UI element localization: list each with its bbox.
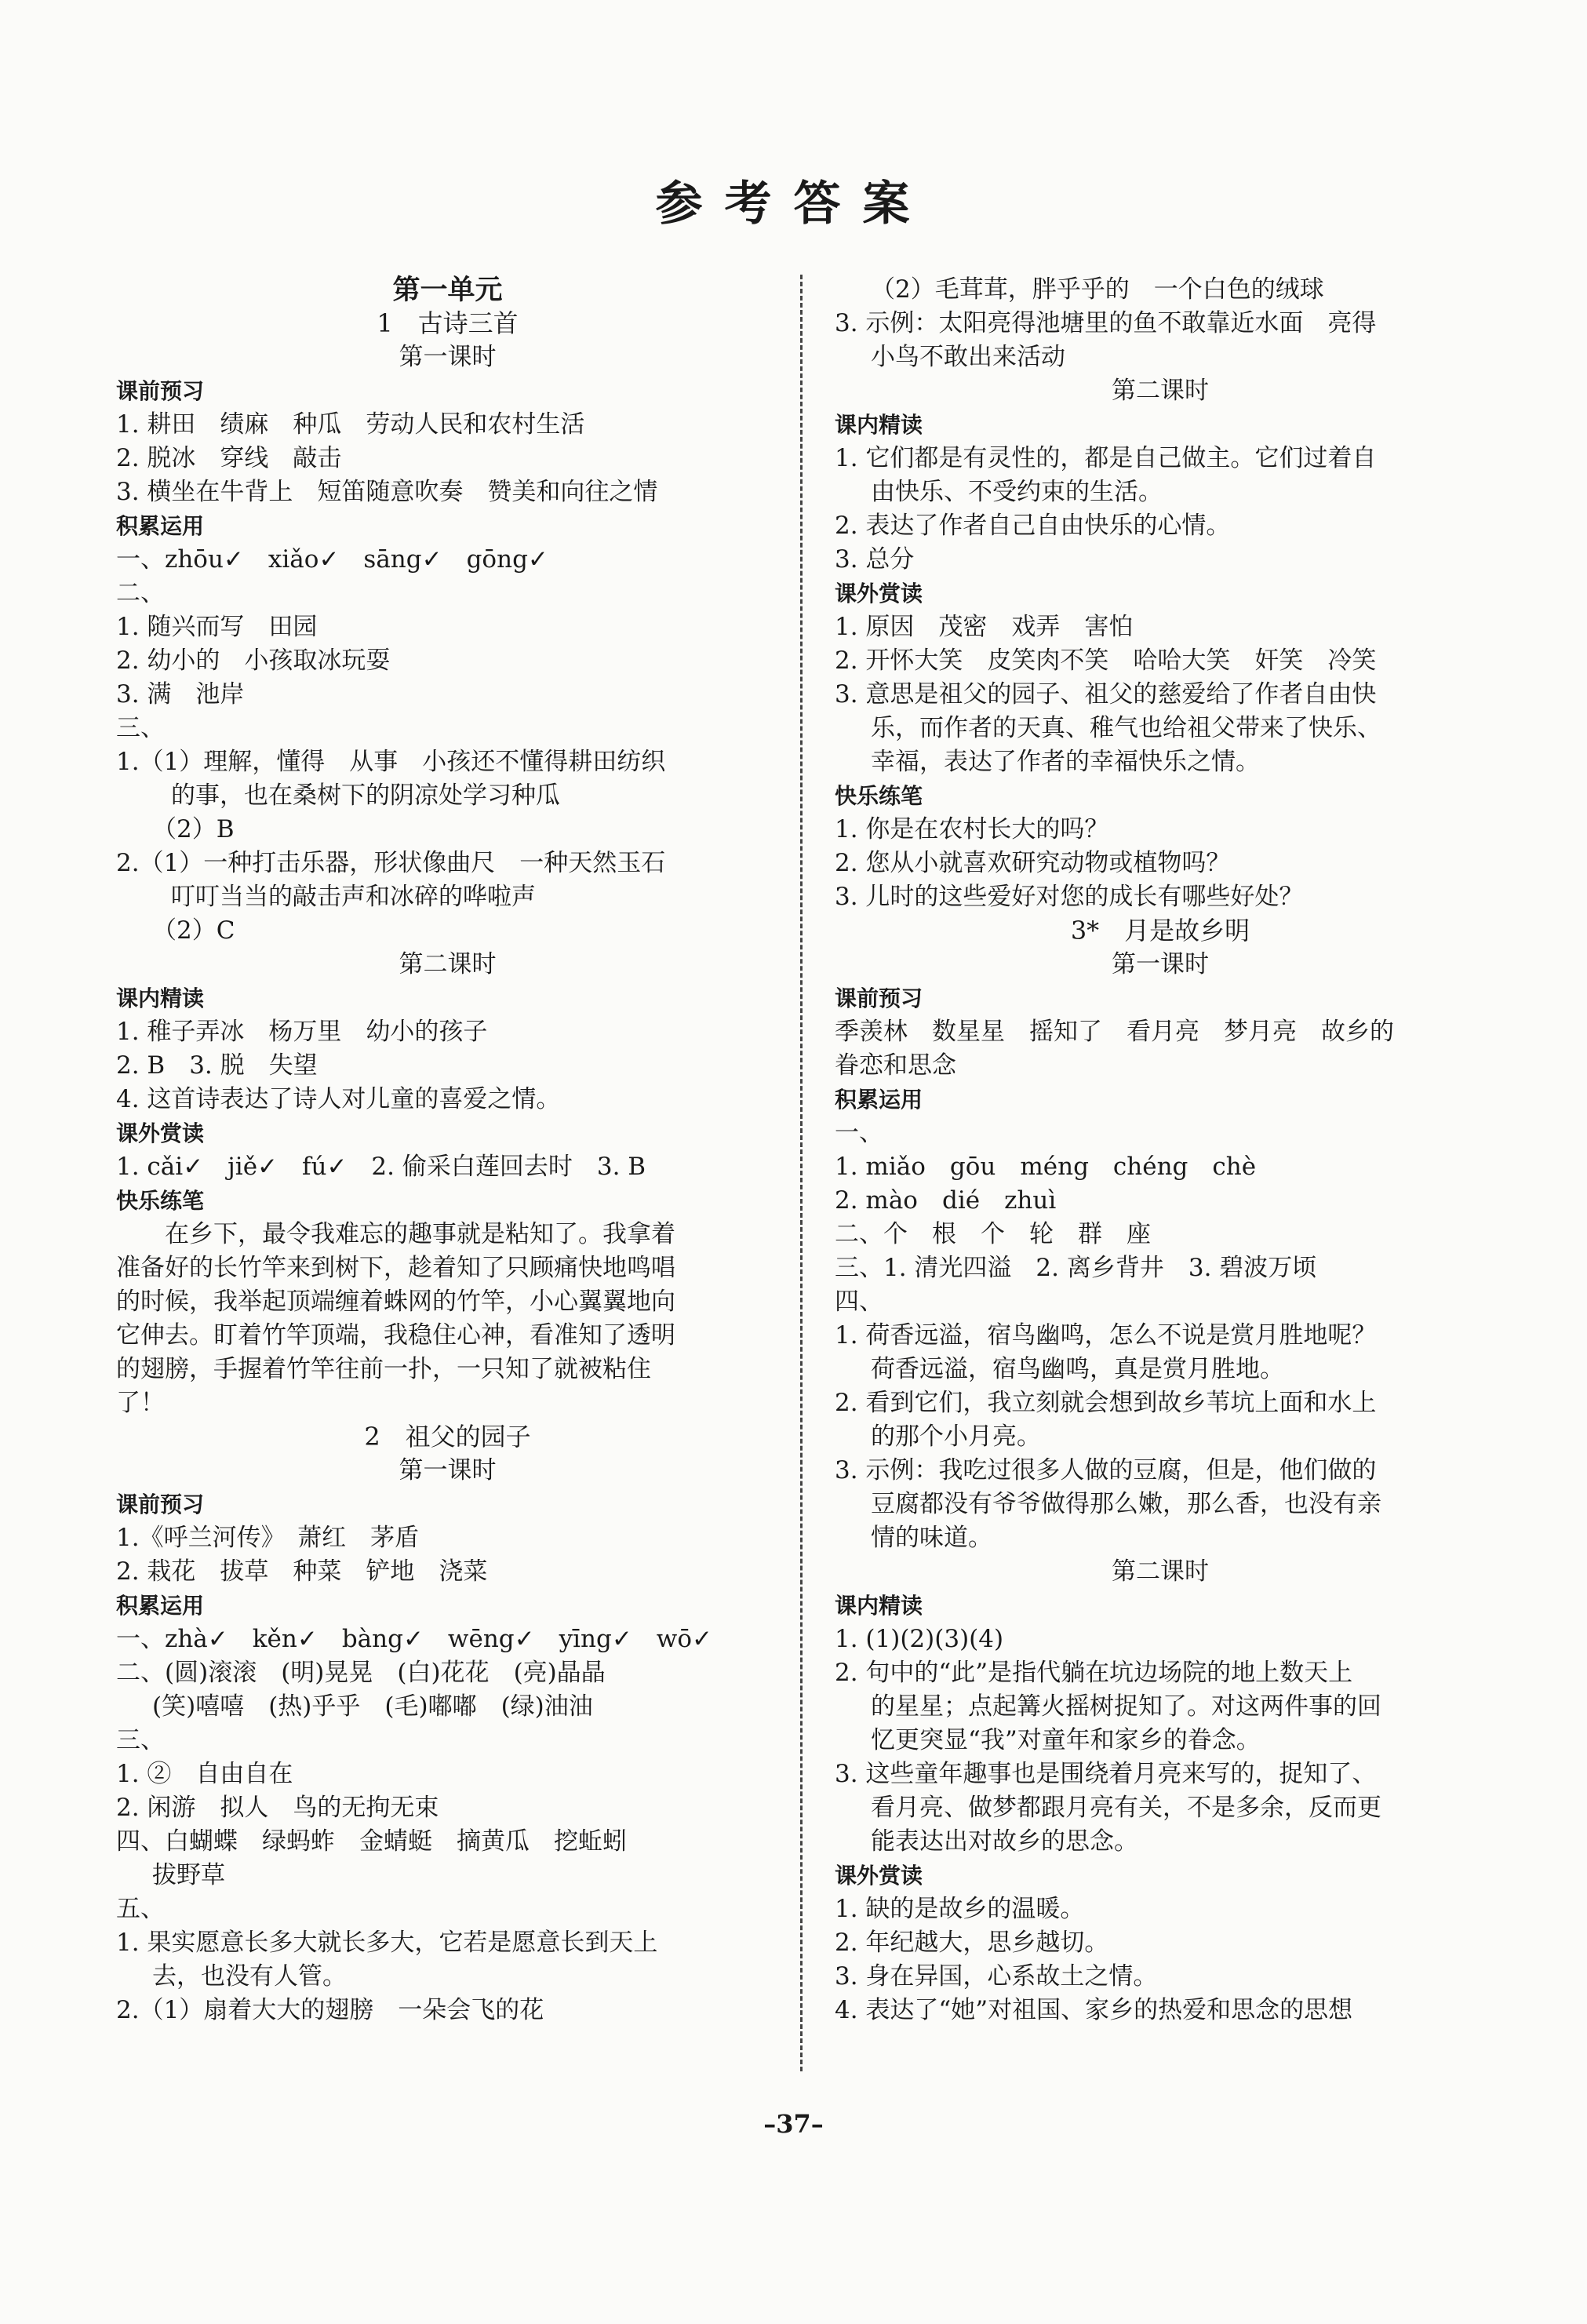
section-label: 课内精读 <box>116 985 205 1011</box>
page-title: 参考答案 <box>655 177 932 231</box>
answer-line: 1. 缺的是故乡的温暖。 <box>835 1895 1085 1923</box>
answer-line: 一、 <box>835 1119 883 1147</box>
answer-line: 1. 荷香远溢，宿鸟幽鸣，怎么不说是赏月胜地呢？ <box>835 1321 1377 1350</box>
answer-line: 情的味道。 <box>871 1524 992 1552</box>
answer-line: 3. 示例：太阳亮得池塘里的鱼不敢靠近水面 亮得 <box>835 309 1377 337</box>
section-label: 课前预习 <box>116 378 205 404</box>
answer-line: 叮叮当当的敲击声和冰碎的哗啦声 <box>171 883 536 911</box>
answer-line: 的翅膀，手握着竹竿往前一扑，一只知了就被粘住 <box>116 1355 651 1383</box>
answer-line: 乐，而作者的天真、稚气也给祖父带来了快乐、 <box>871 714 1381 742</box>
answer-line: 1.《呼兰河传》 萧红 茅盾 <box>116 1524 420 1552</box>
answer-line: 2. mào dié zhuì <box>835 1186 1057 1215</box>
section-label: 积累运用 <box>835 1087 923 1113</box>
answer-line: 在乡下，最令我难忘的趣事就是粘知了。我拿着 <box>165 1220 675 1248</box>
answer-line: 1. miǎo gōu méng chéng chè <box>835 1153 1257 1181</box>
answer-line: 1. 你是在农村长大的吗？ <box>835 815 1109 843</box>
class-period-heading: 第一课时 <box>399 1456 497 1484</box>
answer-line: 小鸟不敢出来活动 <box>871 343 1065 371</box>
answer-line: 1.（1）理解，懂得 从事 小孩还不懂得耕田纺织 <box>116 748 666 776</box>
answer-line: 1. cǎi✓ jiě✓ fú✓ 2. 偷采白莲回去时 3. B <box>116 1153 646 1181</box>
answer-line: 它伸去。盯着竹竿顶端，我稳住心神，看准知了透明 <box>116 1321 675 1350</box>
answer-line: 1. ② 自由自在 <box>116 1760 293 1788</box>
answer-line: 1. 原因 茂密 戏弄 害怕 <box>835 613 1134 641</box>
answer-line: 一、zhà✓ kěn✓ bàng✓ wēng✓ yīng✓ wō✓ <box>116 1625 712 1653</box>
answer-line: 季羡林 数星星 摇知了 看月亮 梦月亮 故乡的 <box>835 1018 1394 1046</box>
answer-line: 4. 这首诗表达了诗人对儿童的喜爱之情。 <box>116 1085 561 1113</box>
answer-line: 二、 <box>116 579 165 607</box>
right-column <box>835 273 1486 2027</box>
answer-line: 3. 儿时的这些爱好对您的成长有哪些好处？ <box>835 883 1304 911</box>
answer-line: 3. 示例：我吃过很多人做的豆腐，但是，他们做的 <box>835 1456 1377 1484</box>
answer-line: 1. 果实愿意长多大就长多大，它若是愿意长到天上 <box>116 1929 658 1957</box>
answer-line: 4. 表达了“她”对祖国、家乡的热爱和思念的思想 <box>835 1996 1353 2024</box>
section-label: 快乐练笔 <box>835 783 923 809</box>
column-divider <box>800 275 803 2071</box>
answer-line: 的时候，我举起顶端缠着蛛网的竹竿，小心翼翼地向 <box>116 1288 675 1316</box>
section-label: 课外赏读 <box>835 1863 923 1889</box>
answer-line: 2. 看到它们，我立刻就会想到故乡苇坑上面和水上 <box>835 1389 1377 1417</box>
answer-line: 幸福，表达了作者的幸福快乐之情。 <box>871 748 1260 776</box>
answer-line: 二、(圆)滚滚 (明)晃晃 (白)花花 (亮)晶晶 <box>116 1659 606 1687</box>
class-period-heading: 第一课时 <box>399 343 497 371</box>
answer-line: 2. 您从小就喜欢研究动物或植物吗？ <box>835 849 1231 877</box>
answer-line: 的那个小月亮。 <box>871 1422 1041 1451</box>
answer-line: (笑)嘻嘻 (热)乎乎 (毛)嘟嘟 (绿)油油 <box>152 1692 593 1721</box>
answer-line: 2. 脱冰 穿线 敲击 <box>116 444 342 472</box>
answer-line: 2. 句中的“此”是指代躺在坑边场院的地上数天上 <box>835 1659 1353 1687</box>
answer-line: 拔野草 <box>152 1861 225 1889</box>
answer-line: 三、 <box>116 714 165 742</box>
answer-line: 3. 意思是祖父的园子、祖父的慈爱给了作者自由快 <box>835 680 1377 708</box>
section-label: 课前预习 <box>116 1492 205 1517</box>
answer-line: 1. 稚子弄冰 杨万里 幼小的孩子 <box>116 1018 488 1046</box>
answer-line: （2）B <box>152 815 235 843</box>
answer-line: 3. 总分 <box>835 545 915 574</box>
lesson-heading: 3* 月是故乡明 <box>1070 916 1250 945</box>
answer-line: 四、 <box>835 1288 883 1316</box>
section-label: 课内精读 <box>835 1593 923 1619</box>
answer-line: 2.（1）扇着大大的翅膀 一朵会飞的花 <box>116 1996 544 2024</box>
answer-line: 四、白蝴蝶 绿蚂蚱 金蜻蜓 摘黄瓜 挖蚯蚓 <box>116 1827 627 1856</box>
answer-line: 1. 耕田 绩麻 种瓜 劳动人民和农村生活 <box>116 410 585 439</box>
section-label: 快乐练笔 <box>116 1188 205 1214</box>
section-label: 积累运用 <box>116 1593 205 1619</box>
answer-line: 2.（1）一种打击乐器，形状像曲尺 一种天然玉石 <box>116 849 666 877</box>
answer-line: 眷恋和思念 <box>835 1051 956 1080</box>
section-label: 课内精读 <box>835 412 923 438</box>
answer-line: 2. 幼小的 小孩取冰玩耍 <box>116 647 391 675</box>
answer-line: 3. 身在异国，心系故土之情。 <box>835 1962 1158 1991</box>
answer-line: 了！ <box>116 1389 165 1417</box>
unit-heading: 第一单元 <box>392 274 503 306</box>
answer-line: 2. 年纪越大，思乡越切。 <box>835 1929 1109 1957</box>
answer-line: 3. 这些童年趣事也是围绕着月亮来写的，捉知了、 <box>835 1760 1377 1788</box>
answer-line: 2. B 3. 脱 失望 <box>116 1051 318 1080</box>
class-period-heading: 第一课时 <box>1112 950 1209 978</box>
page-number: –37– <box>763 2109 824 2139</box>
answer-line: 去，也没有人管。 <box>152 1962 347 1991</box>
answer-line: 三、 <box>116 1726 165 1754</box>
answer-line: 3. 横坐在牛背上 短笛随意吹奏 赞美和向往之情 <box>116 478 658 506</box>
answer-line: 豆腐都没有爷爷做得那么嫩，那么香，也没有亲 <box>871 1490 1381 1518</box>
answer-line: 的事，也在桑树下的阴凉处学习种瓜 <box>171 781 560 810</box>
section-label: 课前预习 <box>835 985 923 1011</box>
answer-line: 一、zhōu✓ xiǎo✓ sāng✓ gōng✓ <box>116 545 548 574</box>
left-column <box>116 273 779 2027</box>
answer-line: 荷香远溢，宿鸟幽鸣，真是赏月胜地。 <box>871 1355 1284 1383</box>
answer-line: 看月亮、做梦都跟月亮有关，不是多余，反而更 <box>871 1794 1381 1822</box>
class-period-heading: 第二课时 <box>1112 1557 1209 1586</box>
answer-line: 2. 表达了作者自己自由快乐的心情。 <box>835 512 1231 540</box>
answer-line: 准备好的长竹竿来到树下，趁着知了只顾痛快地鸣唱 <box>116 1254 675 1282</box>
answer-line: 3. 满 池岸 <box>116 680 245 708</box>
answer-line: 由快乐、不受约束的生活。 <box>871 478 1163 506</box>
lesson-heading: 1 古诗三首 <box>377 308 519 338</box>
answer-line: （2）C <box>152 916 235 945</box>
section-label: 积累运用 <box>116 513 205 539</box>
answer-line: 1. (1)(2)(3)(4) <box>835 1625 1004 1653</box>
answer-line: 忆更突显“我”对童年和家乡的眷念。 <box>871 1726 1261 1754</box>
class-period-heading: 第二课时 <box>1112 377 1209 405</box>
lesson-heading: 2 祖父的园子 <box>364 1422 531 1452</box>
class-period-heading: 第二课时 <box>399 950 497 978</box>
section-label: 课外赏读 <box>835 581 923 606</box>
answer-line: 1. 它们都是有灵性的，都是自己做主。它们过着自 <box>835 444 1377 472</box>
answer-line: 1. 随兴而写 田园 <box>116 613 318 641</box>
answer-line: 五、 <box>116 1895 165 1923</box>
answer-line: 2. 闲游 拟人 鸟的无拘无束 <box>116 1794 439 1822</box>
answer-line: 的星星；点起篝火摇树捉知了。对这两件事的回 <box>871 1692 1381 1721</box>
section-label: 课外赏读 <box>116 1120 205 1146</box>
answer-line: 2. 开怀大笑 皮笑肉不笑 哈哈大笑 奸笑 冷笑 <box>835 647 1377 675</box>
answer-line: 三、1. 清光四溢 2. 离乡背井 3. 碧波万顷 <box>835 1254 1317 1282</box>
answer-line: 2. 栽花 拔草 种菜 铲地 浇菜 <box>116 1557 488 1586</box>
answer-line: （2）毛茸茸，胖乎乎的 一个白色的绒球 <box>871 275 1324 304</box>
answer-line: 能表达出对故乡的思念。 <box>871 1827 1138 1856</box>
answer-line: 二、个 根 个 轮 群 座 <box>835 1220 1151 1248</box>
